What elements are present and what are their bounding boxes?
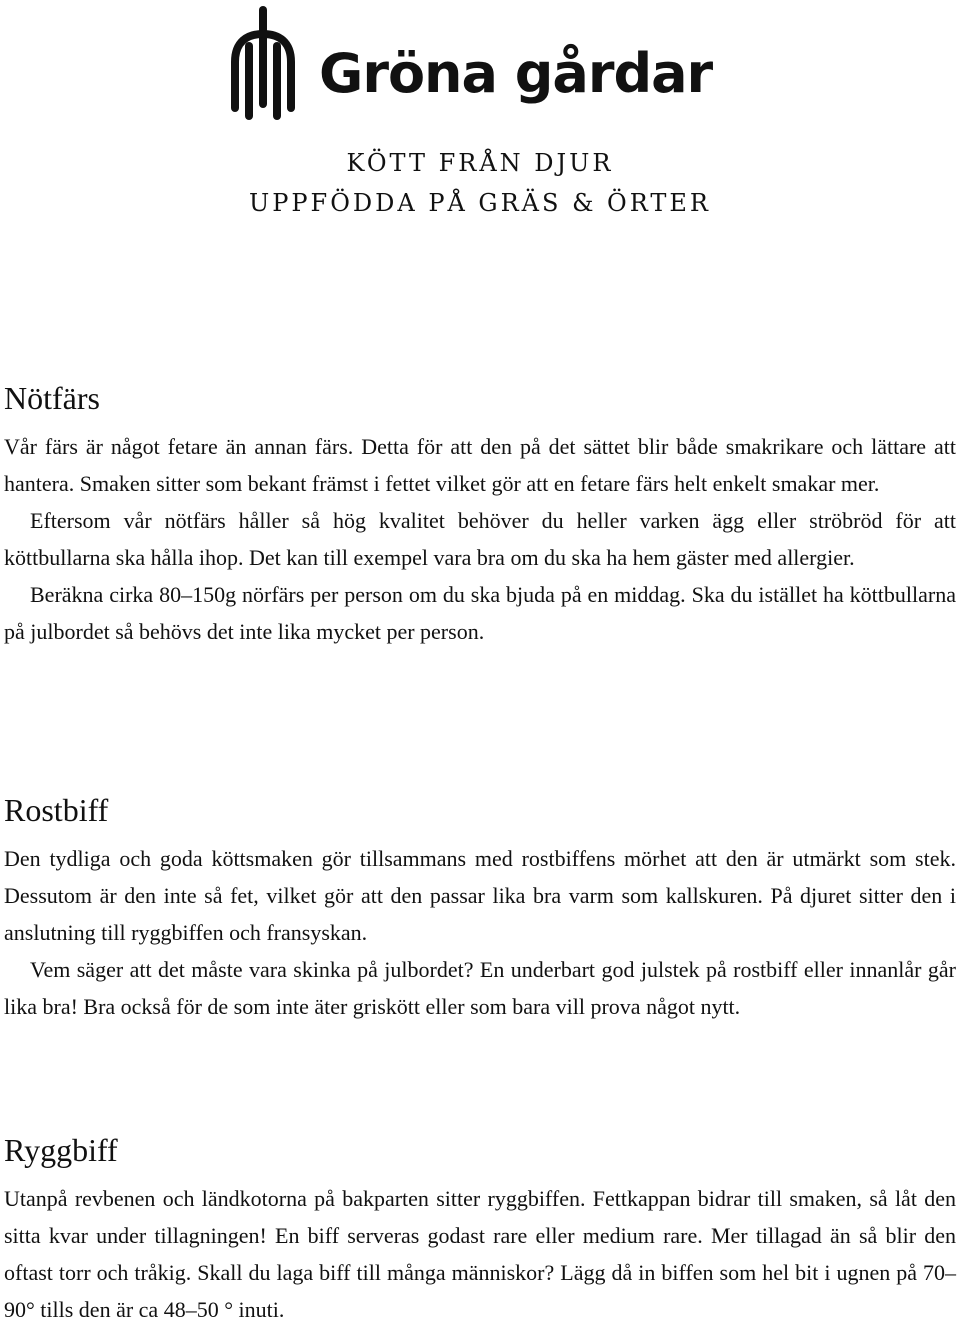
section-rostbiff bbox=[4, 790, 956, 1025]
paragraph: Vem säger att det måste vara skinka på julbordet? En underbart god julstek på rostbiff eller innanlår går lika bra! Bra också för de som inte äter griskött eller som bara vill prova något nytt. bbox=[4, 957, 956, 1019]
section-title: Nötfärs bbox=[4, 380, 100, 416]
paragraph: Eftersom vår nötfärs håller så hög kvalitet behöver du heller varken ägg eller ströbröd för att köttbullarna ska hålla ihop. Det kan till exempel vara bra om du ska ha hem gäster med allergier. bbox=[4, 508, 956, 570]
paragraph: Den tydliga och goda köttsmaken gör tillsammans med rostbiffens mörhet att den är utmärkt som stek. Dessutom är den inte så fet, vilket gör att den passar lika bra varm som kallskuren. På djuret sitter den i anslutning till ryggbiffen och fransyskan. bbox=[4, 846, 956, 945]
paragraph: Utanpå revbenen och ländkotorna på bakparten sitter ryggbiffen. Fettkappan bidrar till smaken, så låt den sitta kvar under tillagningen! En biff serveras godast rare eller medium rare. Mer tillagad än så blir den oftast torr och tråkig. Skall du laga biff till många människor? Lägg då in biffen som hel bit i ugnen på 70–90° tills den är ca 48–50 ° inuti. bbox=[4, 1186, 956, 1322]
section-title: Rostbiff bbox=[4, 792, 109, 828]
brand-logo bbox=[225, 4, 745, 124]
section-notfars bbox=[4, 378, 956, 650]
tagline-line-2: UPPFÖDDA PÅ GRÄS & ÖRTER bbox=[249, 189, 711, 217]
paragraph: Vår färs är något fetare än annan färs. Detta för att den på det sättet blir både smakrikare och lättare att hantera. Smaken sitter som bekant främst i fettet vilket gör att en fetare färs helt enkelt smakar mer. bbox=[4, 434, 956, 496]
section-ryggbiff bbox=[4, 1130, 956, 1328]
pitchfork-icon bbox=[225, 4, 313, 124]
page-header bbox=[0, 0, 960, 240]
tagline-line-1: KÖTT FRÅN DJUR bbox=[346, 149, 614, 177]
paragraph: Beräkna cirka 80–150g nörfärs per person om du ska bjuda på en middag. Ska du istället ha köttbullarna på julbordet så behövs det inte lika mycket per person. bbox=[4, 582, 956, 644]
section-title: Ryggbiff bbox=[4, 1132, 118, 1168]
brand-name: Gröna gårdar bbox=[319, 42, 713, 105]
